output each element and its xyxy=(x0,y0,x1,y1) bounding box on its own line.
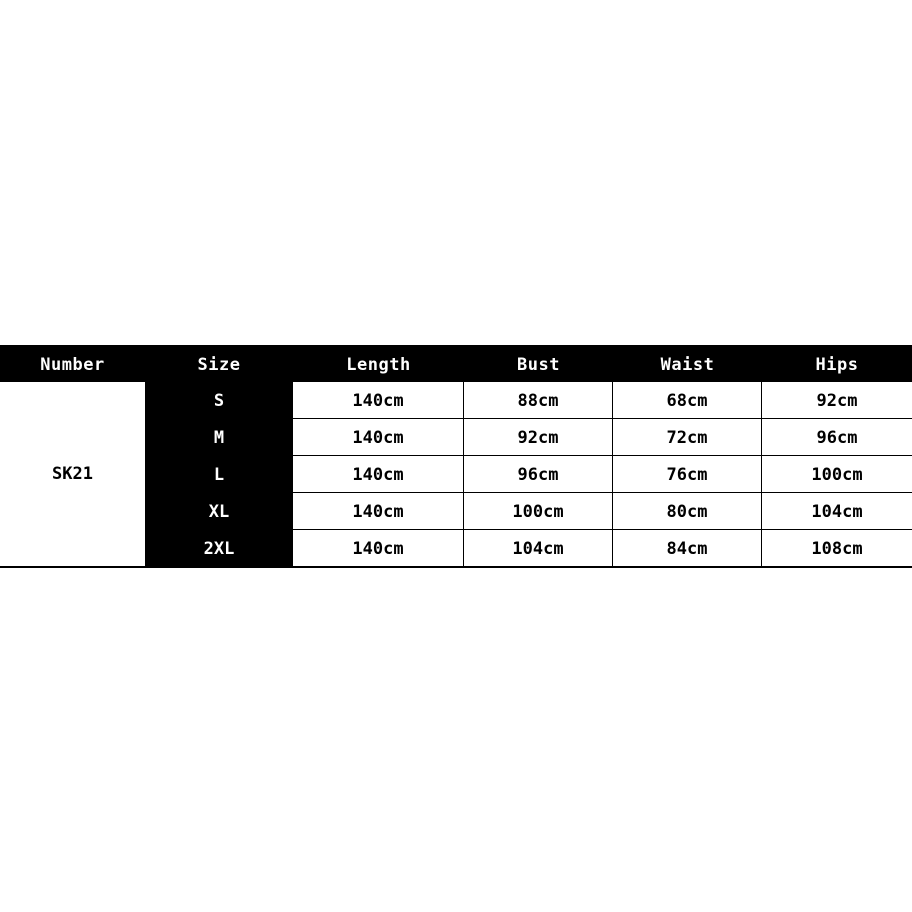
length-cell: 140cm xyxy=(293,530,464,566)
table-header-row xyxy=(0,345,912,382)
table-row xyxy=(293,530,912,566)
table-row xyxy=(293,493,912,530)
table-bottom-border xyxy=(0,566,912,568)
bust-cell: 104cm xyxy=(464,530,613,566)
waist-cell: 84cm xyxy=(613,530,762,566)
header-number: Number xyxy=(40,355,105,375)
hips-cell: 108cm xyxy=(811,539,863,559)
size-column xyxy=(145,382,293,566)
length-cell: 140cm xyxy=(293,382,464,418)
header-waist: Waist xyxy=(660,355,715,375)
size-label: S xyxy=(213,391,225,411)
hips-cell: 96cm xyxy=(816,428,858,448)
size-label: 2XL xyxy=(203,539,235,559)
waist-cell: 68cm xyxy=(613,382,762,418)
header-size: Size xyxy=(197,355,241,375)
style-number-cell: SK21 xyxy=(0,382,145,566)
measurements-grid xyxy=(293,382,912,566)
waist-cell: 76cm xyxy=(613,456,762,492)
table-row xyxy=(293,456,912,493)
bust-cell: 100cm xyxy=(464,493,613,529)
size-label: XL xyxy=(208,502,230,522)
hips-cell: 104cm xyxy=(811,502,863,522)
size-label: M xyxy=(213,428,225,448)
table-row xyxy=(293,419,912,456)
hips-cell: 100cm xyxy=(811,465,863,485)
length-cell: 140cm xyxy=(293,456,464,492)
header-bust: Bust xyxy=(517,355,560,375)
bust-cell: 96cm xyxy=(464,456,613,492)
table-row xyxy=(293,382,912,419)
size-label: L xyxy=(213,465,225,485)
header-hips: Hips xyxy=(815,355,859,375)
length-cell: 140cm xyxy=(293,419,464,455)
length-cell: 140cm xyxy=(293,493,464,529)
waist-cell: 72cm xyxy=(613,419,762,455)
header-length: Length xyxy=(346,355,411,375)
bust-cell: 92cm xyxy=(464,419,613,455)
hips-cell: 92cm xyxy=(816,391,858,411)
bust-cell: 88cm xyxy=(464,382,613,418)
waist-cell: 80cm xyxy=(613,493,762,529)
